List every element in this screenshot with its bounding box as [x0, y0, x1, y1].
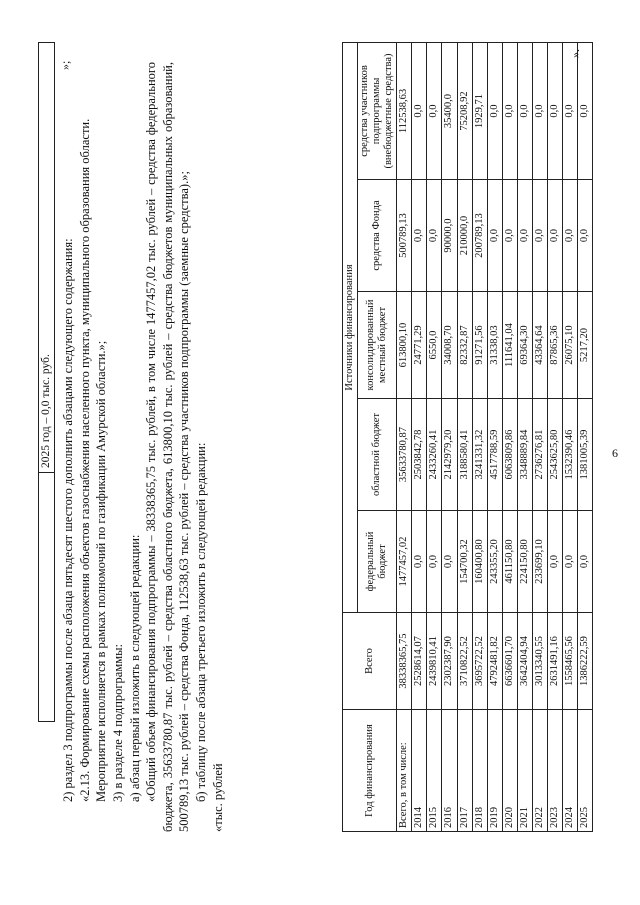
row-year-cell: 2017: [457, 710, 472, 832]
row-value-cell: 0,0: [517, 43, 532, 180]
row-year-cell: 2023: [547, 710, 562, 832]
row-value-cell: 0,0: [412, 43, 427, 180]
row-value-cell: 1558465,56: [562, 613, 577, 710]
page-number: 6: [612, 446, 618, 460]
row-value-cell: 0,0: [547, 180, 562, 292]
row-value-cell: 35633780,87: [397, 399, 412, 511]
table-row: [442, 43, 457, 832]
row-year-cell: 2021: [517, 710, 532, 832]
row-value-cell: 111641,04: [502, 292, 517, 399]
header-year: Год финансирования: [343, 710, 397, 832]
row-value-cell: 0,0: [487, 43, 502, 180]
row-value-cell: 210000,0: [457, 180, 472, 292]
table-row: [578, 43, 593, 832]
row-value-cell: 0,0: [547, 43, 562, 180]
row-value-cell: 0,0: [532, 43, 547, 180]
row-value-cell: 3710822,52: [457, 613, 472, 710]
row-year-cell: 2020: [502, 710, 517, 832]
row-year-cell: 2018: [472, 710, 487, 832]
row-value-cell: 0,0: [547, 511, 562, 613]
row-value-cell: 160400,80: [472, 511, 487, 613]
row-value-cell: 43364,64: [532, 292, 547, 399]
table-row: [472, 43, 487, 832]
header-regional: областной бюджет: [358, 399, 397, 511]
row-value-cell: 243355,20: [487, 511, 502, 613]
row-year-cell: 2022: [532, 710, 547, 832]
table-end-mark: ».: [568, 49, 582, 58]
row-value-cell: 0,0: [578, 43, 593, 180]
row-value-cell: 38338365,75: [397, 613, 412, 710]
row-value-cell: 1929,71: [472, 43, 487, 180]
financing-table: [342, 42, 593, 832]
paragraph-event: Мероприятие исполняется в рамках полномочий по газификации Амурской области.»;: [94, 340, 109, 802]
row-value-cell: 3348889,84: [517, 399, 532, 511]
paragraph-total-volume: «Общий объем финансирования подпрограммы – 38338365,75 тыс. рублей, в том числе 1477457,02 тыс. рублей – средства федерального бюджета, 35633780,87 тыс. рублей – средства областного бюджета, 613800,10 тыс. рублей – средства бюджетов муниципальных образований, 500789,13 тыс. рублей – средства Фонда, 112538,63 тыс. рублей – средства участников подпрограммы (заемные средства).»;: [144, 62, 192, 832]
row-value-cell: 0,0: [562, 180, 577, 292]
row-year-cell: 2015: [427, 710, 442, 832]
row-value-cell: 1532390,46: [562, 399, 577, 511]
row-value-cell: 91271,56: [472, 292, 487, 399]
row-value-cell: 3241331,32: [472, 399, 487, 511]
row-value-cell: 200789,13: [472, 180, 487, 292]
row-value-cell: 75208,92: [457, 43, 472, 180]
row-value-cell: 154700,32: [457, 511, 472, 613]
row-value-cell: 2142979,20: [442, 399, 457, 511]
row-year-cell: 2016: [442, 710, 457, 832]
row-value-cell: 31338,03: [487, 292, 502, 399]
amendment-text: [60, 62, 226, 832]
paragraph-2-13: «2.13. Формирование схемы расположения объектов газоснабжения населенного пункта, муниципального образования области.: [77, 118, 92, 802]
row-year-cell: 2014: [412, 710, 427, 832]
row-value-cell: 6063809,86: [502, 399, 517, 511]
row-value-cell: 0,0: [502, 180, 517, 292]
row-value-cell: 24771,29: [412, 292, 427, 399]
row-value-cell: 112538,63: [397, 43, 412, 180]
table-row: [547, 43, 562, 832]
row-value-cell: 613800,10: [397, 292, 412, 399]
row-value-cell: 5217,20: [578, 292, 593, 399]
table-row: [532, 43, 547, 832]
row-value-cell: 26075,10: [562, 292, 577, 399]
table-row: [487, 43, 502, 832]
row-year-cell: 2024: [562, 710, 577, 832]
table-row: [502, 43, 517, 832]
row-value-cell: 0,0: [442, 511, 457, 613]
paragraph-section3: 2) раздел 3 подпрограммы после абзаца пятьдесят шестого дополнить абзацами следующего содержания:: [61, 238, 75, 802]
row-value-cell: 2528614,07: [412, 613, 427, 710]
row-value-cell: 0,0: [562, 43, 577, 180]
row-year-cell: Всего, в том числе:: [397, 710, 412, 832]
previous-table-fragment: [38, 42, 55, 722]
row-value-cell: 90000,0: [442, 180, 457, 292]
row-value-cell: 0,0: [562, 511, 577, 613]
closing-quote-mark: »;: [58, 60, 72, 70]
row-value-cell: 69364,30: [517, 292, 532, 399]
paragraph-b: б) таблицу после абзаца третьего изложить в следующей редакции:: [194, 442, 208, 802]
row-value-cell: 1477457,02: [397, 511, 412, 613]
row-value-cell: 1381005,39: [578, 399, 593, 511]
row-value-cell: 82332,87: [457, 292, 472, 399]
header-sources: Источники финансирования: [343, 43, 358, 613]
row-year-cell: 2019: [487, 710, 502, 832]
row-value-cell: 0,0: [427, 180, 442, 292]
prev-table-empty-cell: [39, 473, 55, 722]
row-value-cell: 6550,0: [427, 292, 442, 399]
header-local: консолидированный местный бюджет: [358, 292, 397, 399]
row-value-cell: 4517788,59: [487, 399, 502, 511]
row-value-cell: 461150,80: [502, 511, 517, 613]
row-value-cell: 1386222,59: [578, 613, 593, 710]
header-participants: средства участников подпрограммы (внебюджетные средства): [358, 43, 397, 180]
row-value-cell: 2302387,90: [442, 613, 457, 710]
table-units: «тыс. рублей: [210, 763, 225, 832]
row-value-cell: 0,0: [487, 180, 502, 292]
table-row: [412, 43, 427, 832]
table-row: [562, 43, 577, 832]
row-value-cell: 0,0: [412, 511, 427, 613]
row-value-cell: 0,0: [578, 180, 593, 292]
row-value-cell: 2433260,41: [427, 399, 442, 511]
row-value-cell: 0,0: [517, 180, 532, 292]
row-value-cell: 3695722,52: [472, 613, 487, 710]
row-value-cell: 6636601,70: [502, 613, 517, 710]
row-value-cell: 3188580,41: [457, 399, 472, 511]
row-year-cell: 2025: [578, 710, 593, 832]
table-row: [457, 43, 472, 832]
row-value-cell: 0,0: [412, 180, 427, 292]
row-value-cell: 2631491,16: [547, 613, 562, 710]
row-value-cell: 2736276,81: [532, 399, 547, 511]
table-row: [427, 43, 442, 832]
row-value-cell: 4792481,82: [487, 613, 502, 710]
rotated-page-content: [30, 32, 610, 832]
header-total: Всего: [343, 613, 397, 710]
row-value-cell: 0,0: [578, 511, 593, 613]
table-row: [517, 43, 532, 832]
header-fund: средства Фонда: [358, 180, 397, 292]
row-value-cell: 2503842,78: [412, 399, 427, 511]
row-value-cell: 3642404,94: [517, 613, 532, 710]
prev-table-2025-cell: 2025 год – 0,0 тыс. руб.: [39, 43, 55, 473]
paragraph-section4: 3) в разделе 4 подпрограммы:: [110, 643, 125, 802]
row-value-cell: 0,0: [427, 43, 442, 180]
row-value-cell: 2439810,41: [427, 613, 442, 710]
table-row: [397, 43, 412, 832]
row-value-cell: 35400,0: [442, 43, 457, 180]
row-value-cell: 0,0: [532, 180, 547, 292]
row-value-cell: 0,0: [502, 43, 517, 180]
paragraph-a: а) абзац первый изложить в следующей редакции:: [127, 534, 142, 802]
header-federal: федеральный бюджет: [358, 511, 397, 613]
row-value-cell: 233699,10: [532, 511, 547, 613]
row-value-cell: 0,0: [427, 511, 442, 613]
row-value-cell: 500789,13: [397, 180, 412, 292]
row-value-cell: 3013340,55: [532, 613, 547, 710]
row-value-cell: 34008,70: [442, 292, 457, 399]
row-value-cell: 2543625,80: [547, 399, 562, 511]
row-value-cell: 87865,36: [547, 292, 562, 399]
row-value-cell: 224150,80: [517, 511, 532, 613]
